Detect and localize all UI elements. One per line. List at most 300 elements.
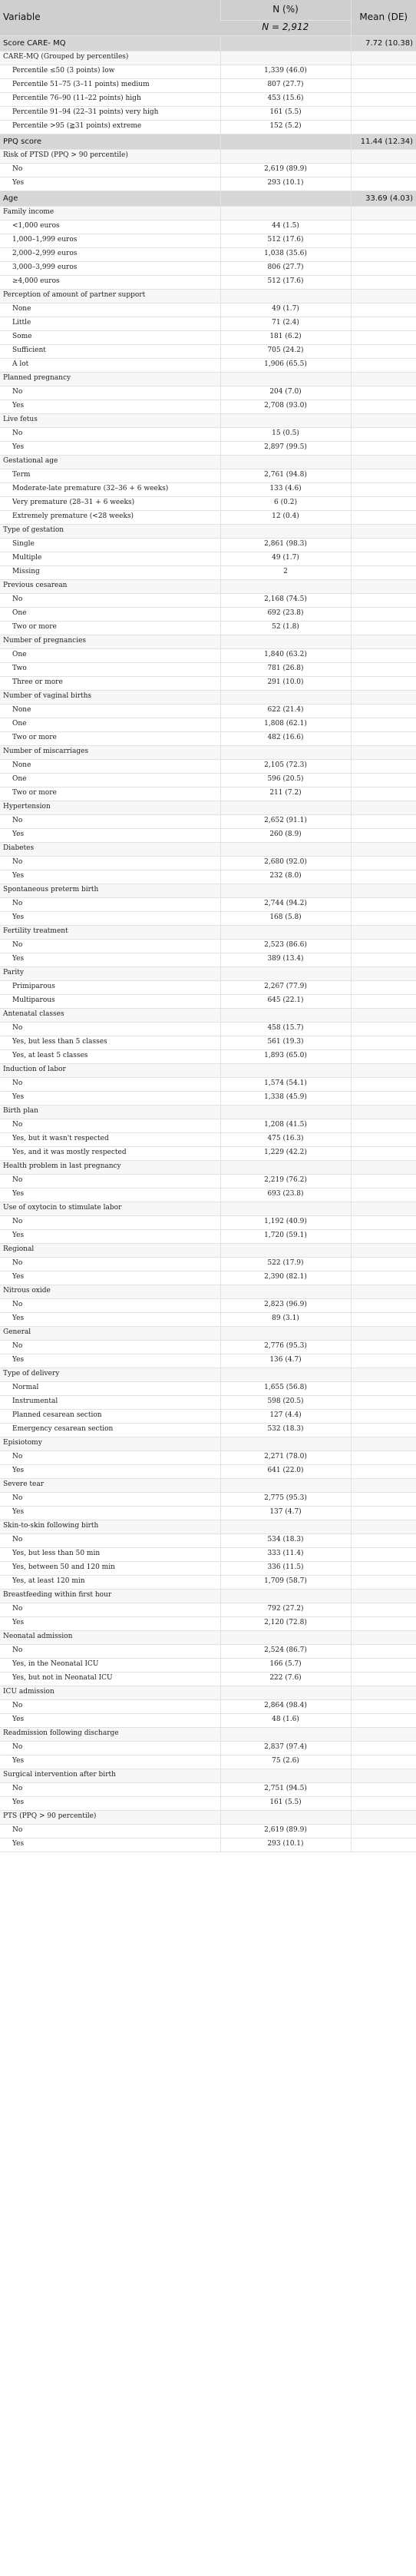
row-n-percent: 792 (27.2) [220,1603,351,1616]
row-mean-de [351,1782,416,1796]
row-mean-de [351,1699,416,1713]
row-mean-de [351,1022,416,1036]
row-n-percent: 2,120 (72.8) [220,1616,351,1630]
row-label: 1,000–1,999 euros [0,234,220,247]
row-label: Use of oxytocin to stimulate labor [0,1202,220,1215]
row-n-percent: 89 (3.1) [220,1312,351,1326]
row-label: No [0,939,220,953]
table-row [0,1672,416,1686]
table-row [0,1547,416,1561]
row-n-percent: 645 (22.1) [220,994,351,1008]
row-label: <1,000 euros [0,220,220,234]
row-mean-de [351,1824,416,1838]
row-n-percent: 49 (1.7) [220,303,351,317]
row-n-percent: 2,861 (98.3) [220,538,351,552]
row-label: Percentile 51–75 (3–11 points) medium [0,78,220,92]
group-heading-row [0,842,416,856]
table-row [0,399,416,413]
row-n-percent: 705 (24.2) [220,344,351,358]
row-n-percent: 49 (1.7) [220,552,351,565]
table-row [0,718,416,731]
table-row [0,92,416,106]
row-mean-de [351,399,416,413]
table-row [0,731,416,745]
row-n-percent: 2,680 (92.0) [220,856,351,870]
row-label: Missing [0,565,220,579]
row-label: No [0,1644,220,1658]
row-n-percent: 1,208 (41.5) [220,1119,351,1132]
table-row [0,1132,416,1146]
row-n-percent: 181 (6.2) [220,330,351,344]
table-row [0,1340,416,1354]
row-mean-de [351,496,416,510]
group-heading-row [0,745,416,759]
row-n-percent [220,1437,351,1450]
row-label: Yes [0,1616,220,1630]
row-mean-de [351,759,416,773]
row-n-percent [220,1727,351,1741]
row-mean-de [351,801,416,814]
row-mean-de [351,275,416,289]
row-label: Health problem in last pregnancy [0,1160,220,1174]
table-row [0,939,416,953]
row-label: No [0,1782,220,1796]
row-label: None [0,704,220,718]
row-mean-de [351,1630,416,1644]
row-n-percent: 475 (16.3) [220,1132,351,1146]
row-n-percent: 293 (10.1) [220,177,351,191]
row-label: Neonatal admission [0,1630,220,1644]
row-mean-de [351,1077,416,1091]
row-mean-de [351,261,416,275]
row-label: No [0,1699,220,1713]
row-n-percent [220,925,351,939]
table-row [0,330,416,344]
row-n-percent: 692 (23.8) [220,607,351,621]
row-label: Two or more [0,621,220,635]
row-label: Yes, between 50 and 120 min [0,1561,220,1575]
row-n-percent [220,191,351,206]
row-n-percent: 2,776 (95.3) [220,1340,351,1354]
row-mean-de [351,552,416,565]
row-label: Yes, at least 5 classes [0,1049,220,1063]
row-label: Age [0,191,220,206]
row-label: Diabetes [0,842,220,856]
row-mean-de [351,911,416,925]
group-heading-row [0,1589,416,1603]
row-label: One [0,718,220,731]
table-row [0,1409,416,1423]
table-row [0,1603,416,1616]
table-row [0,234,416,247]
row-n-percent [220,1686,351,1699]
row-label: No [0,1174,220,1188]
row-mean-de [351,593,416,607]
row-label: Two [0,662,220,676]
group-heading-row [0,966,416,980]
group-heading-row [0,289,416,303]
row-n-percent: 2,837 (97.4) [220,1741,351,1755]
table-row [0,1257,416,1271]
row-label: Yes [0,1271,220,1285]
row-mean-de [351,1298,416,1312]
row-mean-de [351,1008,416,1022]
row-label: Gestational age [0,455,220,469]
table-row [0,120,416,134]
row-mean-de [351,1506,416,1520]
row-mean-de [351,1326,416,1340]
row-label: 2,000–2,999 euros [0,247,220,261]
row-n-percent: 2,271 (78.0) [220,1450,351,1464]
row-mean-de [351,441,416,455]
row-label: Yes [0,1755,220,1769]
row-label: Spontaneous preterm birth [0,884,220,897]
table-row [0,65,416,78]
row-n-percent [220,35,351,51]
row-mean-de [351,1755,416,1769]
row-label: Yes, at least 120 min [0,1575,220,1589]
row-n-percent: 168 (5.8) [220,911,351,925]
row-label: Number of miscarriages [0,745,220,759]
mean-de-column-header: Mean (DE) [351,0,416,35]
row-mean-de [351,1561,416,1575]
row-mean-de [351,828,416,842]
table-row [0,814,416,828]
group-heading-row [0,1727,416,1741]
row-n-percent: 2 [220,565,351,579]
row-n-percent [220,1769,351,1782]
row-mean-de [351,538,416,552]
row-mean-de [351,1838,416,1852]
table-row [0,317,416,330]
row-n-percent: 161 (5.5) [220,106,351,120]
row-label: Moderate-late premature (32–36 + 6 weeks) [0,482,220,496]
table-row [0,1755,416,1769]
row-mean-de [351,939,416,953]
row-label: Yes [0,1229,220,1243]
row-mean-de [351,1381,416,1395]
row-mean-de [351,842,416,856]
table-row [0,607,416,621]
row-mean-de [351,1063,416,1077]
table-row [0,1395,416,1409]
row-n-percent [220,1285,351,1298]
row-mean-de [351,1464,416,1478]
row-label: Yes [0,1312,220,1326]
row-n-percent: 1,808 (62.1) [220,718,351,731]
table-row [0,1796,416,1810]
row-label: Very premature (28–31 + 6 weeks) [0,496,220,510]
table-row [0,1381,416,1395]
row-n-percent: 222 (7.6) [220,1672,351,1686]
row-n-percent [220,966,351,980]
row-label: No [0,1257,220,1271]
row-label: No [0,856,220,870]
row-mean-de [351,1243,416,1257]
table-row [0,1174,416,1188]
row-label: No [0,1077,220,1091]
row-n-percent [220,1160,351,1174]
table-row [0,980,416,994]
group-heading-row [0,925,416,939]
row-mean-de [351,1533,416,1547]
row-n-percent [220,1520,351,1533]
row-n-percent: 48 (1.6) [220,1713,351,1727]
table-row [0,1298,416,1312]
row-label: Sufficient [0,344,220,358]
row-label: Emergency cesarean section [0,1423,220,1437]
row-label: No [0,1119,220,1132]
row-n-percent [220,690,351,704]
table-row [0,1049,416,1063]
row-label: Type of gestation [0,524,220,538]
row-label: Yes [0,177,220,191]
score-row [0,191,416,206]
sample-size-header: N = 2,912 [220,20,351,35]
row-label: PPQ score [0,134,220,149]
row-label: Hypertension [0,801,220,814]
table-row [0,552,416,565]
row-label: Yes, but it wasn't respected [0,1132,220,1146]
row-n-percent [220,1105,351,1119]
row-mean-de [351,1727,416,1741]
row-n-percent [220,524,351,538]
table-row [0,1506,416,1520]
row-n-percent: 2,823 (96.9) [220,1298,351,1312]
table-row [0,953,416,966]
table-row [0,177,416,191]
row-label: Primiparous [0,980,220,994]
table-row [0,1077,416,1091]
table-row [0,994,416,1008]
row-label: Yes [0,441,220,455]
row-label: Yes [0,1354,220,1368]
row-label: A lot [0,358,220,372]
row-mean-de [351,1146,416,1160]
row-n-percent: 52 (1.8) [220,621,351,635]
row-n-percent: 71 (2.4) [220,317,351,330]
row-label: ICU admission [0,1686,220,1699]
row-mean-de [351,607,416,621]
row-n-percent [220,134,351,149]
row-n-percent: 522 (17.9) [220,1257,351,1271]
table-row [0,1561,416,1575]
group-heading-row [0,1686,416,1699]
group-heading-row [0,455,416,469]
row-mean-de [351,745,416,759]
table-row [0,593,416,607]
row-mean-de [351,1409,416,1423]
row-label: No [0,1492,220,1506]
row-label: Yes [0,1713,220,1727]
row-mean-de [351,1658,416,1672]
group-heading-row [0,1810,416,1824]
table-row [0,1575,416,1589]
row-label: Little [0,317,220,330]
row-mean-de [351,1215,416,1229]
row-n-percent: 641 (22.0) [220,1464,351,1478]
group-heading-row [0,884,416,897]
table-header [0,0,416,35]
row-label: Yes [0,1796,220,1810]
row-mean-de [351,1354,416,1368]
table-row [0,1119,416,1132]
row-label: Nitrous oxide [0,1285,220,1298]
table-row [0,386,416,399]
row-n-percent: 622 (21.4) [220,704,351,718]
row-n-percent: 2,619 (89.9) [220,163,351,177]
row-n-percent: 166 (5.7) [220,1658,351,1672]
row-label: Yes, in the Neonatal ICU [0,1658,220,1672]
row-n-percent: 1,720 (59.1) [220,1229,351,1243]
row-label: Yes [0,1464,220,1478]
row-n-percent [220,51,351,65]
row-n-percent: 152 (5.2) [220,120,351,134]
row-mean-de [351,78,416,92]
row-label: Family income [0,206,220,220]
group-heading-row [0,801,416,814]
row-n-percent: 293 (10.1) [220,1838,351,1852]
row-n-percent: 1,038 (35.6) [220,247,351,261]
row-label: Episiotomy [0,1437,220,1450]
row-mean-de [351,676,416,690]
row-n-percent: 1,893 (65.0) [220,1049,351,1063]
row-label: Percentile 91–94 (22–31 points) very high [0,106,220,120]
row-mean-de [351,1257,416,1271]
table-row [0,1091,416,1105]
row-label: Planned pregnancy [0,372,220,386]
row-label: No [0,1450,220,1464]
table-body [0,35,416,1852]
row-mean-de [351,317,416,330]
row-mean-de [351,510,416,524]
table-row [0,220,416,234]
table-row [0,538,416,552]
n-percent-column-header: N (%) [220,0,351,20]
row-mean-de [351,358,416,372]
table-row [0,787,416,801]
row-n-percent [220,1630,351,1644]
table-row [0,648,416,662]
group-heading-row [0,1243,416,1257]
table-row [0,828,416,842]
row-mean-de [351,1603,416,1616]
table-row [0,427,416,441]
row-label: Percentile >95 (≧31 points) extreme [0,120,220,134]
row-mean-de [351,1520,416,1533]
table-row [0,78,416,92]
table-row [0,856,416,870]
row-n-percent: 232 (8.0) [220,870,351,884]
row-mean-de [351,120,416,134]
row-label: One [0,648,220,662]
row-label: One [0,773,220,787]
row-n-percent: 596 (20.5) [220,773,351,787]
row-mean-de [351,1368,416,1381]
row-n-percent: 458 (15.7) [220,1022,351,1036]
row-mean-de [351,1091,416,1105]
row-n-percent [220,455,351,469]
row-label: Three or more [0,676,220,690]
row-mean-de [351,1049,416,1063]
row-label: Yes [0,1506,220,1520]
row-label: Live fetus [0,413,220,427]
row-n-percent: 2,168 (74.5) [220,593,351,607]
row-mean-de [351,247,416,261]
group-heading-row [0,524,416,538]
row-label: Planned cesarean section [0,1409,220,1423]
row-mean-de [351,1769,416,1782]
row-label: Yes [0,1091,220,1105]
row-n-percent: 1,339 (46.0) [220,65,351,78]
table-row [0,1423,416,1437]
row-label: Breastfeeding within first hour [0,1589,220,1603]
row-mean-de [351,1229,416,1243]
row-n-percent [220,1478,351,1492]
row-label: Yes [0,1188,220,1202]
row-n-percent: 127 (4.4) [220,1409,351,1423]
row-mean-de [351,163,416,177]
row-n-percent: 512 (17.6) [220,275,351,289]
row-n-percent: 2,708 (93.0) [220,399,351,413]
table-row [0,1312,416,1326]
table-row [0,1713,416,1727]
table-row [0,1464,416,1478]
row-n-percent [220,1326,351,1340]
row-n-percent [220,635,351,648]
row-label: Score CARE- MQ [0,35,220,51]
row-mean-de [351,303,416,317]
score-row [0,134,416,149]
group-heading-row [0,1008,416,1022]
row-mean-de [351,718,416,731]
row-mean-de [351,455,416,469]
row-label: Some [0,330,220,344]
row-mean-de [351,1575,416,1589]
row-n-percent: 807 (27.7) [220,78,351,92]
row-label: No [0,1603,220,1616]
row-mean-de [351,92,416,106]
row-label: No [0,386,220,399]
row-mean-de [351,884,416,897]
group-heading-row [0,1160,416,1174]
table-row [0,621,416,635]
row-n-percent [220,842,351,856]
row-n-percent: 2,864 (98.4) [220,1699,351,1713]
row-mean-de [351,220,416,234]
row-mean-de [351,1160,416,1174]
row-n-percent: 136 (4.7) [220,1354,351,1368]
row-label: No [0,1215,220,1229]
row-n-percent: 336 (11.5) [220,1561,351,1575]
table-row [0,1782,416,1796]
row-n-percent: 534 (18.3) [220,1533,351,1547]
row-mean-de [351,427,416,441]
row-label: Percentile ≤50 (3 points) low [0,65,220,78]
table-row [0,1271,416,1285]
table-row [0,1741,416,1755]
row-n-percent: 291 (10.0) [220,676,351,690]
table-row [0,662,416,676]
table-row [0,1492,416,1506]
row-label: No [0,814,220,828]
row-mean-de [351,413,416,427]
row-n-percent [220,801,351,814]
row-label: No [0,1298,220,1312]
row-n-percent: 1,709 (58.7) [220,1575,351,1589]
table-row [0,1658,416,1672]
row-label: Yes, but not in Neonatal ICU [0,1672,220,1686]
